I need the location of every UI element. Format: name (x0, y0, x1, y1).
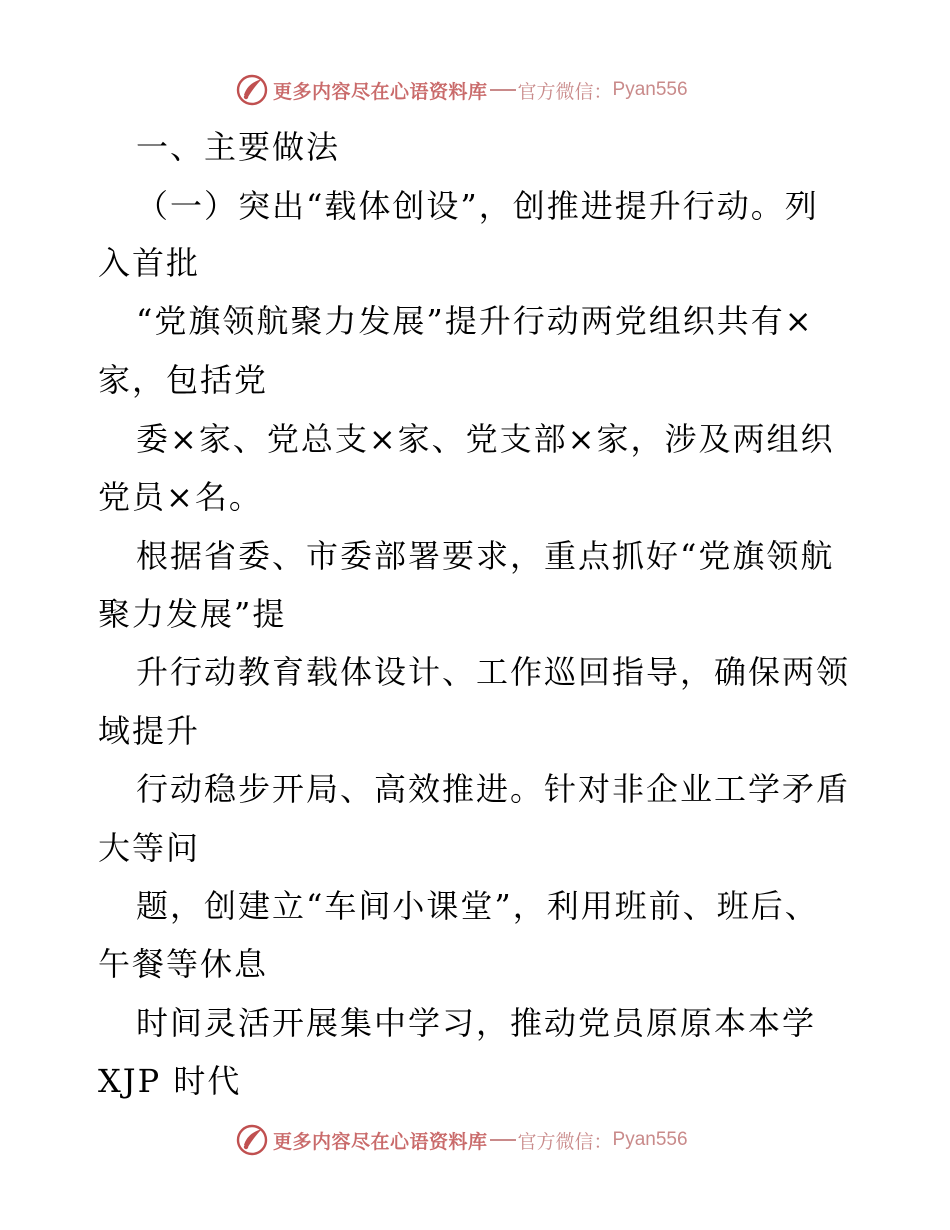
header-watermark-banner (235, 72, 715, 108)
banner-wechat-label: 官方微信： (517, 1130, 613, 1153)
body-line: 聚力发展”提 (98, 595, 287, 633)
body-line: XJP 时代 (98, 1062, 242, 1100)
banner-wechat-id: Pyan556 (612, 1129, 688, 1150)
body-line: 域提升 (98, 712, 201, 750)
body-line: 行动稳步开局、高效推进。针对非企业工学矛盾 (136, 770, 851, 808)
brand-logo-icon (235, 1123, 269, 1157)
banner-title: 更多内容尽在心语资料库 (273, 80, 488, 103)
body-line: 委×家、党总支×家、党支部×家，涉及两组织 (136, 420, 835, 458)
section-heading: 一、主要做法 (136, 128, 341, 166)
banner-wechat-id: Pyan556 (612, 79, 688, 100)
footer-watermark-banner (235, 1122, 715, 1158)
banner-wechat-label: 官方微信： (517, 80, 613, 103)
banner-dash (490, 1139, 516, 1141)
banner-dash (490, 89, 516, 91)
body-line: 时间灵活开展集中学习，推动党员原原本本学 (136, 1004, 817, 1042)
brand-logo-icon (235, 73, 269, 107)
body-line: 家，包括党 (98, 361, 269, 399)
banner-title: 更多内容尽在心语资料库 (273, 1130, 488, 1153)
body-line: 党员×名。 (98, 478, 263, 516)
body-line: （一）突出“载体创设”，创推进提升行动。列 (136, 187, 819, 225)
body-line: 大等问 (98, 829, 201, 867)
body-line: 升行动教育载体设计、工作巡回指导，确保两领 (136, 653, 851, 691)
body-line: 题，创建立“车间小课堂”，利用班前、班后、 (136, 887, 819, 925)
body-line: “党旗领航聚力发展”提升行动两党组织共有× (136, 302, 814, 340)
body-line: 入首批 (98, 244, 201, 282)
body-line: 午餐等休息 (98, 945, 269, 983)
body-line: 根据省委、市委部署要求，重点抓好“党旗领航 (136, 537, 835, 575)
